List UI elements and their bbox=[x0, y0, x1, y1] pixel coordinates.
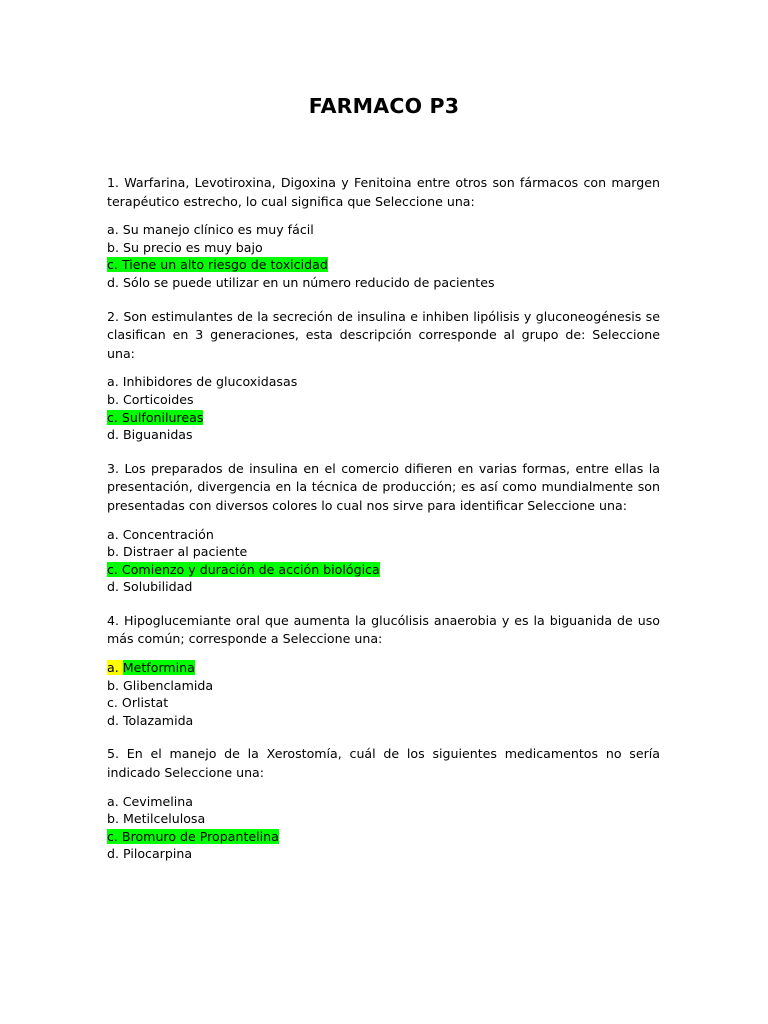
question-stem: 2. Son estimulantes de la secreción de insulina e inhiben lipólisis y gluconeogénesis se clasifican en 3 generaciones, esta descripción corresponde al grupo de: Seleccione una: bbox=[107, 308, 660, 361]
question-4 bbox=[107, 612, 660, 730]
option-letter: a. bbox=[107, 660, 119, 676]
option-c-highlighted: c. Comienzo y duración de acción biológica bbox=[107, 561, 380, 577]
question-5 bbox=[107, 745, 660, 863]
option-d: d. Pilocarpina bbox=[107, 846, 193, 862]
question-stem: 1. Warfarina, Levotiroxina, Digoxina y Fenitoina entre otros son fármacos con margen terapéutico estrecho, lo cual significa que Seleccione una: bbox=[107, 175, 660, 209]
option-a: a. Su manejo clínico es muy fácil bbox=[107, 222, 314, 238]
option-d: d. Biguanidas bbox=[107, 427, 193, 443]
option-text: Metformina bbox=[122, 660, 195, 676]
option-d: d. Sólo se puede utilizar en un número reducido de pacientes bbox=[107, 274, 495, 290]
question-list bbox=[107, 174, 660, 879]
option-b: b. Su precio es muy bajo bbox=[107, 239, 263, 255]
question-2 bbox=[107, 308, 660, 444]
document-title: FARMACO P3 bbox=[308, 94, 460, 118]
option-a: a. Cevimelina bbox=[107, 793, 193, 809]
option-c: c. Orlistat bbox=[107, 695, 169, 711]
option-d: d. Solubilidad bbox=[107, 579, 193, 595]
option-b: b. Metilcelulosa bbox=[107, 811, 206, 827]
option-a: a. Concentración bbox=[107, 526, 214, 542]
question-stem: 4. Hipoglucemiante oral que aumenta la glucólisis anaerobia y es la biguanida de uso más común; corresponde a Seleccione una: bbox=[107, 612, 660, 647]
option-c-highlighted: c. Tiene un alto riesgo de toxicidad bbox=[107, 257, 328, 273]
question-stem: 3. Los preparados de insulina en el comercio difieren en varias formas, entre ellas la presentación, divergencia en la técnica de producción; es así como mundialmente son presentadas con diversos colores lo cual nos sirve para identificar Seleccione una: bbox=[107, 460, 660, 513]
option-a: a. Inhibidores de glucoxidasas bbox=[107, 374, 298, 390]
option-a-highlighted bbox=[107, 659, 660, 677]
question-1 bbox=[107, 174, 660, 292]
option-b: b. Corticoides bbox=[107, 391, 194, 407]
option-d: d. Tolazamida bbox=[107, 712, 194, 728]
question-stem: 5. En el manejo de la Xerostomía, cuál de los siguientes medicamentos no sería indicado Seleccione una: bbox=[107, 746, 660, 781]
option-b: b. Distraer al paciente bbox=[107, 544, 248, 560]
option-c-highlighted: c. Sulfonilureas bbox=[107, 409, 204, 425]
option-c-highlighted: c. Bromuro de Propantelina bbox=[107, 828, 279, 844]
option-b: b. Glibenclamida bbox=[107, 677, 214, 693]
question-3 bbox=[107, 460, 660, 596]
